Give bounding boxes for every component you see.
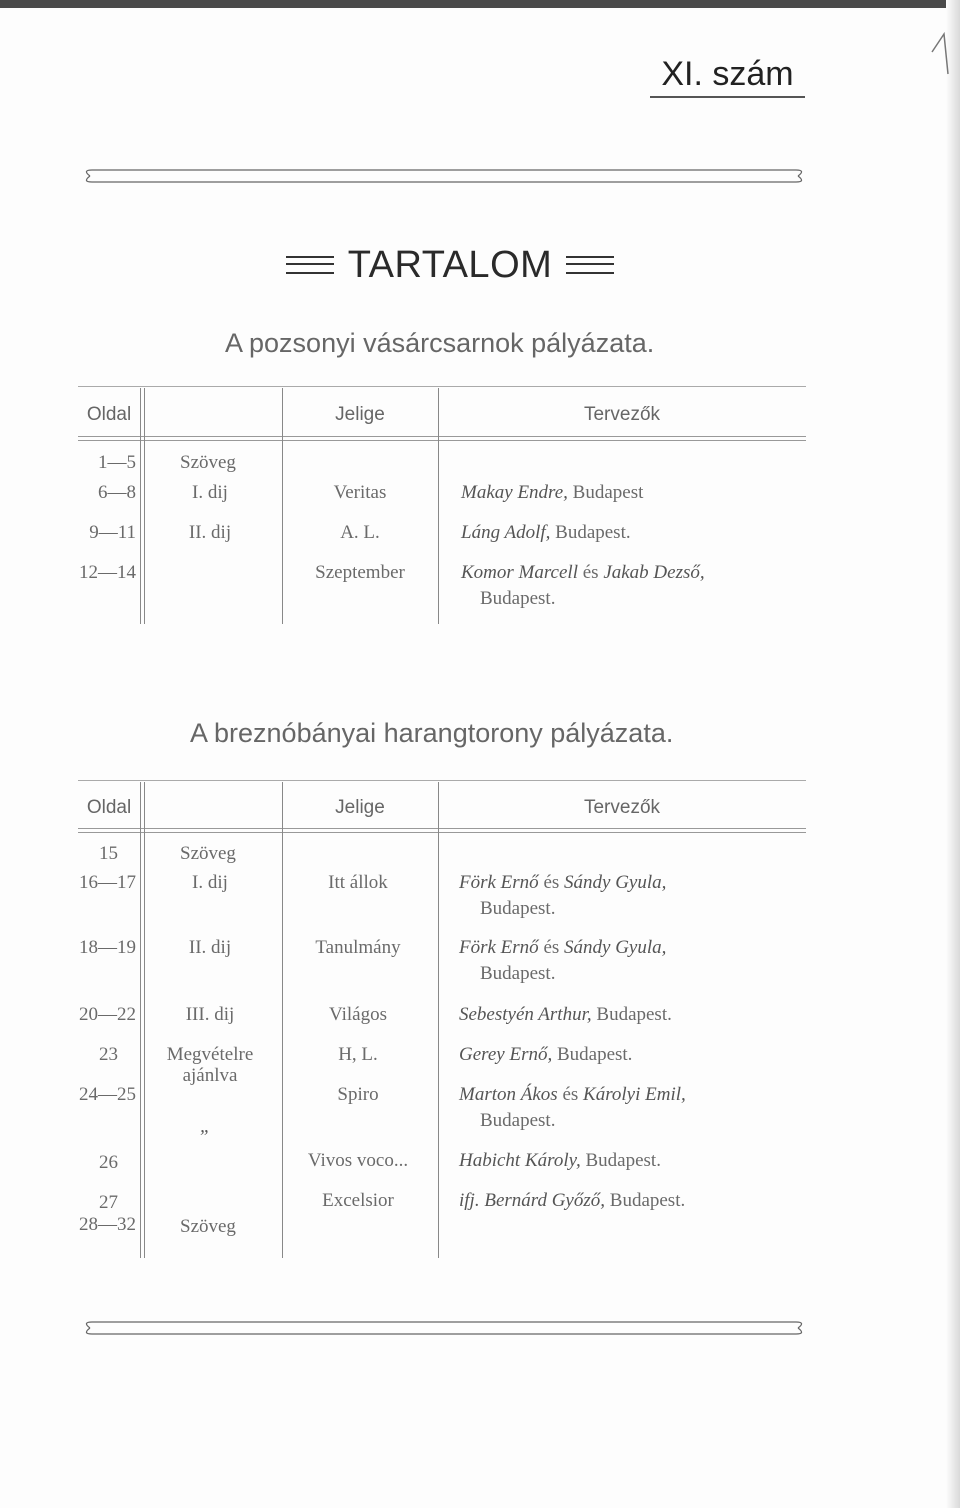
s2-row5-place: Budapest. xyxy=(556,1044,633,1065)
section1-header-oldal: Oldal xyxy=(86,404,132,425)
s2-row2-tervezo xyxy=(459,872,666,894)
s2-row8-tervezo xyxy=(459,1190,685,1212)
s2-row8-jelige: Excelsior xyxy=(322,1190,394,1211)
issue-number: XI. szám xyxy=(650,52,805,98)
section2-divider-d xyxy=(438,782,439,1258)
section2-divider-a xyxy=(140,782,141,1258)
s1-row4-name: Komor Marcell xyxy=(461,562,578,583)
s2-row9-oldal: 28—32 xyxy=(79,1214,136,1235)
s2-row7-place: Budapest. xyxy=(585,1150,661,1171)
s1-row4-name2: Jakab Dezső, xyxy=(603,562,705,583)
contents-title: TARTALOM xyxy=(347,243,553,286)
s2-row2-name2: Sándy Gyula, xyxy=(564,872,667,893)
s1-row3-tervezo xyxy=(461,522,631,544)
s1-row3-place: Budapest. xyxy=(555,522,631,543)
page-top-edge xyxy=(0,0,960,8)
s2-row7-oldal: 26 xyxy=(99,1152,118,1173)
s2-row3-name2: Sándy Gyula, xyxy=(564,937,667,958)
section1-header-tervezok: Tervezők xyxy=(583,404,661,425)
s2-row3-name: Förk Ernő xyxy=(459,937,539,958)
s1-row2-name: Makay Endre, xyxy=(461,482,568,503)
section2-header-oldal: Oldal xyxy=(86,797,132,818)
s2-row1-dij: Szöveg xyxy=(180,843,236,864)
s2-row8-name: ifj. Bernárd Győző, xyxy=(459,1190,606,1211)
s2-row3-jelige: Tanulmány xyxy=(315,937,401,958)
s1-row2-dij: I. dij xyxy=(192,482,228,503)
s1-row3-oldal: 9—11 xyxy=(89,522,136,543)
triple-bar-left xyxy=(286,256,334,274)
ornamental-rule-top xyxy=(80,166,808,186)
section2-title: A breznóbányai harangtorony pályázata. xyxy=(190,718,674,748)
contents-heading xyxy=(250,240,650,290)
s2-row8-place: Budapest. xyxy=(609,1190,686,1211)
s1-row4-tervezo xyxy=(461,562,705,584)
s1-row1-oldal: 1—5 xyxy=(98,452,136,473)
section1-divider-b xyxy=(144,388,145,624)
s2-row6-oldal: 24—25 xyxy=(79,1084,136,1105)
s2-row4-jelige: Világos xyxy=(329,1004,387,1025)
s1-row3-jelige: A. L. xyxy=(340,522,380,543)
s1-row4-amp: és xyxy=(582,562,599,583)
s2-row6-name: Marton Ákos xyxy=(459,1084,558,1105)
section1-title: A pozsonyi vásárcsarnok pályázata. xyxy=(225,328,655,358)
section1-divider-c xyxy=(282,388,283,624)
s2-row3-dij: II. dij xyxy=(188,937,232,958)
s2-row4-dij: III. dij xyxy=(185,1004,235,1025)
s1-row3-name: Láng Adolf, xyxy=(461,522,551,543)
s2-row2-place: Budapest. xyxy=(480,898,556,919)
s1-row2-oldal: 6—8 xyxy=(98,482,136,503)
s2-row5-name: Gerey Ernő, xyxy=(459,1044,553,1065)
s1-row2-place: Budapest xyxy=(572,482,644,503)
s2-row6-name2: Károlyi Emil, xyxy=(583,1084,686,1105)
s2-row4-name: Sebestyén Arthur, xyxy=(459,1004,592,1025)
s1-row4-place: Budapest. xyxy=(480,588,556,609)
s2-row5-oldal: 23 xyxy=(99,1044,118,1065)
s2-row2-amp: és xyxy=(543,872,560,893)
s2-row6-tervezo xyxy=(459,1084,686,1106)
s2-row5-tervezo xyxy=(459,1044,632,1066)
section1-header-jelige: Jelige xyxy=(335,404,385,425)
s2-row3-amp: és xyxy=(543,937,560,958)
section1-divider-d xyxy=(438,388,439,624)
s2-row3-place: Budapest. xyxy=(480,963,556,984)
triple-bar-right xyxy=(566,256,614,274)
s1-row2-tervezo xyxy=(461,482,643,504)
s2-row9-dij: Szöveg xyxy=(180,1216,236,1237)
s2-row2-oldal: 16—17 xyxy=(79,872,136,893)
ornamental-rule-bottom xyxy=(80,1318,808,1338)
s2-row7-jelige: Vivos voco... xyxy=(307,1150,409,1171)
s2-row6-place: Budapest. xyxy=(480,1110,556,1131)
s1-row3-dij: II. dij xyxy=(188,522,232,543)
s2-row2-jelige: Itt állok xyxy=(328,872,388,893)
s2-row3-oldal: 18—19 xyxy=(79,937,136,958)
s2-row3-tervezo xyxy=(459,937,666,959)
s1-row1-dij: Szöveg xyxy=(180,452,236,473)
pencil-mark-icon xyxy=(930,30,952,78)
section2-header-tervezok: Tervezők xyxy=(583,797,661,818)
s2-row7-name: Habicht Károly, xyxy=(459,1150,581,1171)
section1-divider-a xyxy=(140,388,141,624)
s2-row2-name: Förk Ernő xyxy=(459,872,539,893)
section2-divider-b xyxy=(144,782,145,1258)
s2-row6-jelige: Spiro xyxy=(337,1084,379,1105)
s2-row1-oldal: 15 xyxy=(99,843,118,864)
s1-row2-jelige: Veritas xyxy=(333,482,387,503)
page-side-shadow xyxy=(946,0,960,1508)
s2-row2-dij: I. dij xyxy=(192,872,228,893)
s2-row4-tervezo xyxy=(459,1004,672,1026)
s2-row4-place: Budapest. xyxy=(596,1004,672,1025)
s2-row4-oldal: 20—22 xyxy=(79,1004,136,1025)
s2-row5-jelige: H, L. xyxy=(338,1044,378,1065)
s2-row6-dij: „ xyxy=(200,1116,211,1137)
s1-row4-jelige: Szeptember xyxy=(315,562,405,583)
s2-row8-oldal: 27 xyxy=(99,1192,118,1213)
s2-row5-dij: Megvételre ajánlva xyxy=(166,1044,254,1086)
section2-header-jelige: Jelige xyxy=(335,797,385,818)
s2-row7-tervezo xyxy=(459,1150,661,1172)
s1-row4-oldal: 12—14 xyxy=(79,562,136,583)
s2-row6-amp: és xyxy=(562,1084,579,1105)
